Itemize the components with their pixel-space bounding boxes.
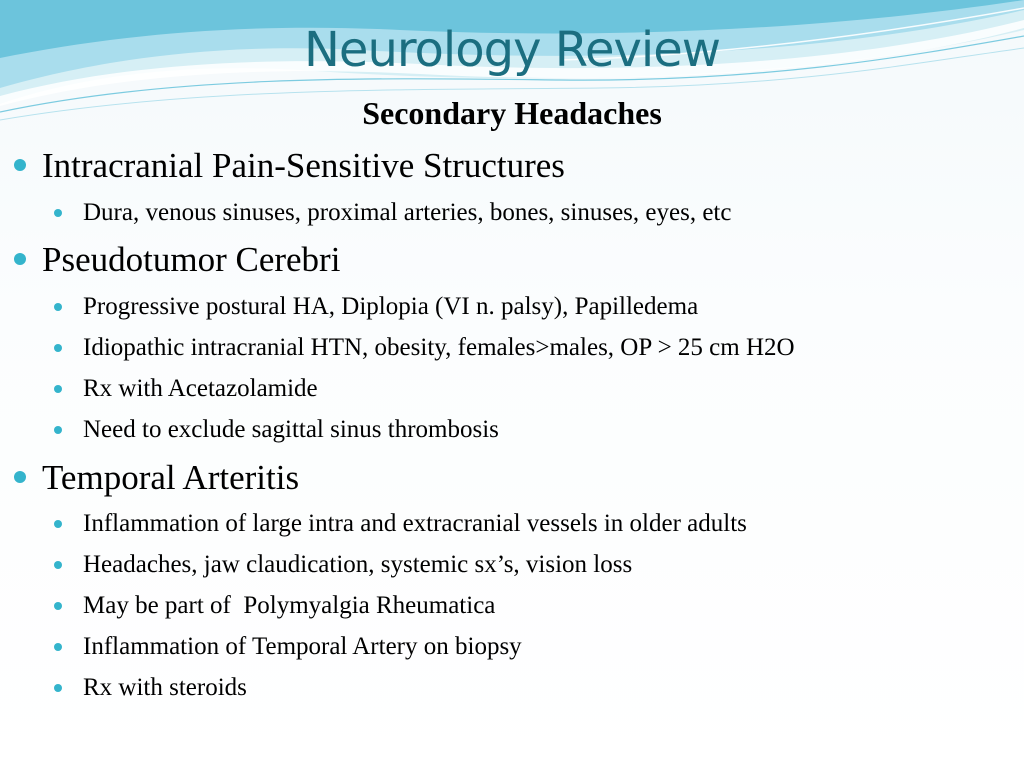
- bullet-icon: [14, 253, 26, 265]
- list-item-text: Dura, venous sinuses, proximal arteries, bones, sinuses, eyes, etc: [83, 199, 732, 226]
- bullet-icon: [54, 520, 62, 528]
- list-item-text: Temporal Arteritis: [42, 458, 300, 497]
- list-item: [83, 292, 698, 322]
- list-item: [83, 374, 318, 404]
- list-item: [83, 632, 522, 662]
- list-item: [83, 509, 747, 539]
- list-item-text: Progressive postural HA, Diplopia (VI n. palsy), Papilledema: [83, 293, 699, 320]
- slide-title: Neurology Review: [304, 22, 720, 78]
- list-item-text: May be part of Polymyalgia Rheumatica: [83, 592, 496, 619]
- list-item-text: Need to exclude sagittal sinus thrombosis: [83, 416, 499, 443]
- list-item: [42, 240, 340, 280]
- list-item-text: Idiopathic intracranial HTN, obesity, females>males, OP > 25 cm H2O: [83, 334, 795, 361]
- list-item-text: Intracranial Pain-Sensitive Structures: [42, 146, 565, 185]
- list-item: [83, 591, 495, 621]
- bullet-icon: [54, 643, 62, 651]
- bullet-icon: [54, 209, 62, 217]
- list-item-text: Headaches, jaw claudication, systemic sx’s, vision loss: [83, 551, 633, 578]
- list-item: [83, 198, 731, 228]
- bullet-icon: [54, 385, 62, 393]
- bullet-icon: [14, 159, 26, 171]
- bullet-icon: [54, 303, 62, 311]
- list-item-text: Pseudotumor Cerebri: [42, 240, 341, 279]
- bullet-icon: [14, 471, 26, 483]
- list-item: [83, 415, 499, 445]
- bullet-icon: [54, 602, 62, 610]
- list-item-text: Rx with Acetazolamide: [83, 375, 318, 402]
- list-item: [83, 673, 247, 703]
- bullet-icon: [54, 684, 62, 692]
- list-item: [83, 333, 795, 363]
- list-item: [42, 146, 565, 186]
- list-item-text: Rx with steroids: [83, 674, 247, 701]
- list-item: [42, 458, 299, 498]
- list-item: [83, 550, 632, 580]
- bullet-icon: [54, 344, 62, 352]
- list-item-text: Inflammation of Temporal Artery on biopsy: [83, 633, 522, 660]
- slide-subtitle: Secondary Headaches: [362, 95, 662, 131]
- bullet-icon: [54, 561, 62, 569]
- bullet-icon: [54, 426, 62, 434]
- list-item-text: Inflammation of large intra and extracranial vessels in older adults: [83, 510, 747, 537]
